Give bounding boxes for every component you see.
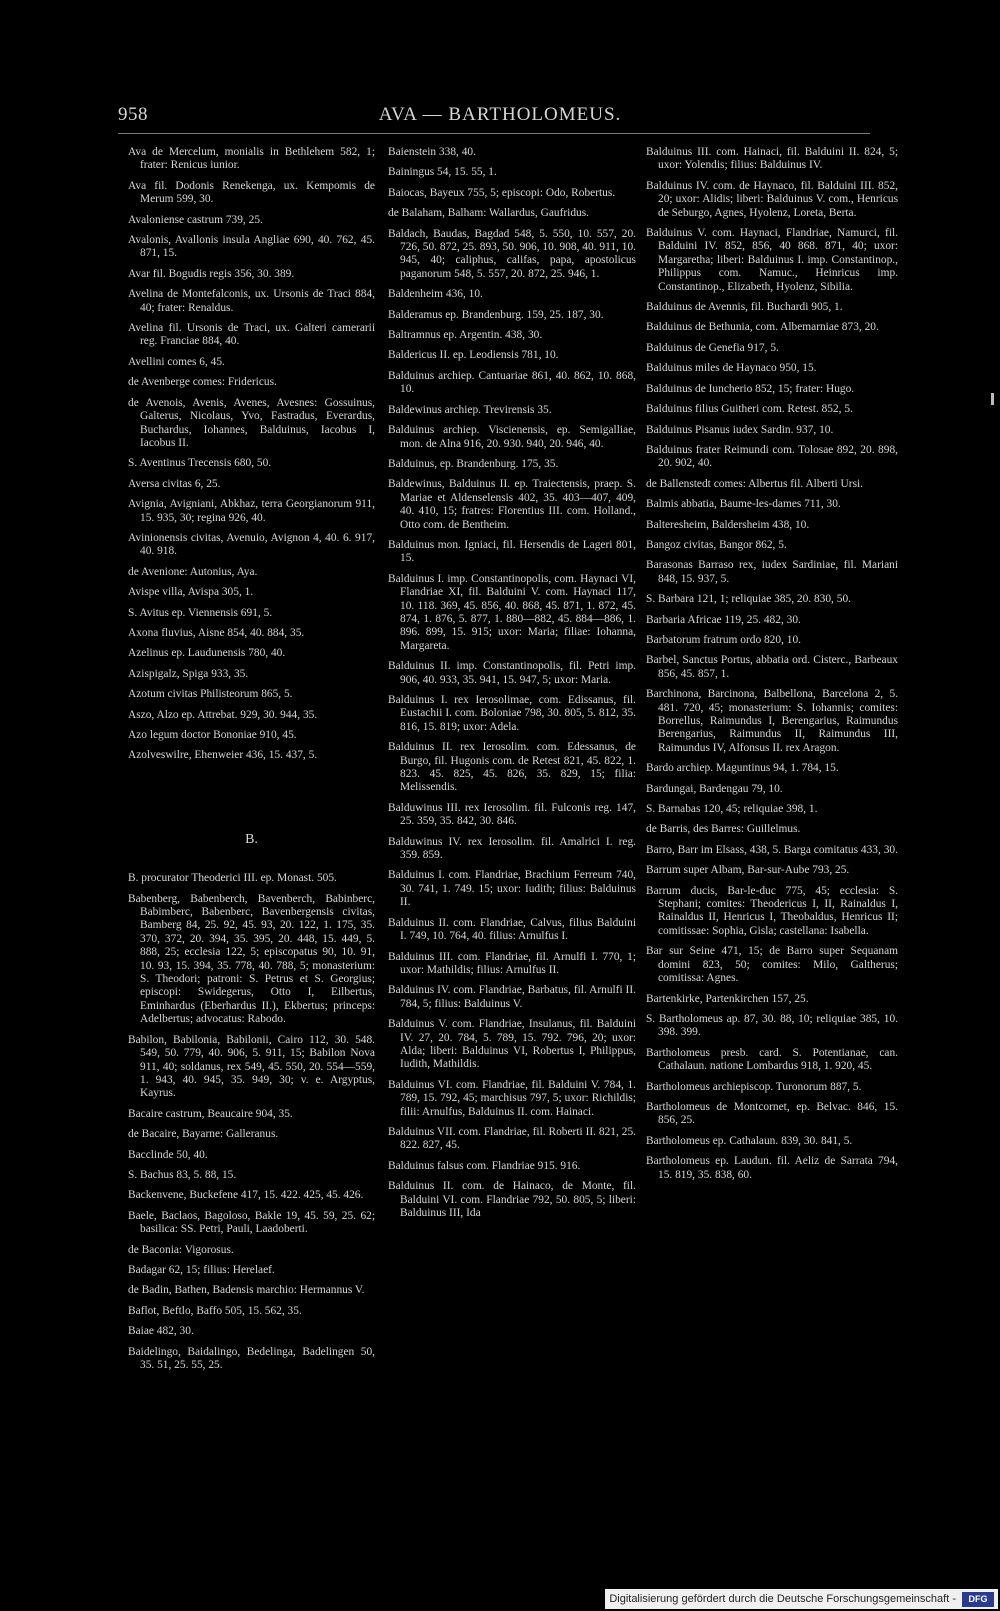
index-entry: Balduinus IV. com. de Haynaco, fil. Balduini III. 852, 20; uxor: Alidis; liberi: Balduinus V. com., Henricus de Seburgo, Agnes, Hyolenz, Loreta, Berta. [646,179,898,219]
index-entry: Avelina de Montefalconis, ux. Ursonis de Traci 884, 40; frater: Renaldus. [128,288,375,314]
index-entry: Bacclinde 50, 40. [128,1148,208,1161]
index-entry: Balduinus III. com. Hainaci, fil. Balduini II. 824, 5; uxor: Yolendis; filius: Balduinus IV. [646,146,898,172]
running-head: AVA — BARTHOLOMEUS. [378,104,622,125]
index-entry: Avispe villa, Avispa 305, 1. [128,586,254,599]
section-letter: B. [245,831,258,847]
index-entry: Avar fil. Bogudis regis 356, 30. 389. [128,267,295,280]
index-entry: Bangoz civitas, Bangor 862, 5. [646,538,787,551]
index-entry: Balderamus ep. Brandenburg. 159, 25. 187, 30. [388,308,604,321]
index-entry: Bardo archiep. Maguntinus 94, 1. 784, 15. [646,762,839,775]
index-entry: Bartholomeus ep. Cathalaun. 839, 30. 841, 5. [646,1134,853,1147]
index-entry: Bainingus 54, 15. 55, 1. [388,166,497,179]
index-entry: Barbel, Sanctus Portus, abbatia ord. Cisterc., Barbeaux 856, 45. 857, 1. [646,654,898,680]
index-entry: Baldericus II. ep. Leodiensis 781, 10. [388,349,559,362]
index-entry: S. Aventinus Trecensis 680, 50. [128,457,272,470]
index-entry: Barro, Barr im Elsass, 438, 5. Barga comitatus 433, 30. [646,843,898,856]
column-3-entries [646,146,898,1182]
index-entry: Azolveswilre, Ehenweier 436, 15. 437, 5. [128,749,318,762]
index-entry: Balduinus I. imp. Constantinopolis, com. Haynaci VI, Flandriae XI, fil. Balduini V. com. Haynaci 117, 10. 118. 369, 45. 856, 40. 868, 45. 871, 1. 872, 45. 874, 1. 876, 5. 877, 1. 880—882, 45. 884—886, 1. 896. 899, 15. 915; uxor: Maria; filiae: Iohanna, Margareta. [388,572,636,652]
index-entry: Balduinus Pisanus iudex Sardin. 937, 10. [646,423,834,436]
index-entry: Balduinus IV. com. Flandriae, Barbatus, fil. Arnulfi II. 784, 5; filius: Balduinus V. [388,984,636,1010]
column-3 [646,146,898,1189]
index-entry: Balduinus, ep. Brandenburg. 175, 35. [388,457,559,470]
index-entry: Balduinus II. com. Flandriae, Calvus, filius Balduini I. 749, 10. 764, 40. filius: Arnulfus I. [388,916,636,943]
index-entry: Avignia, Avigniani, Abkhaz, terra Georgianorum 911, 15. 935, 30; regina 926, 40. [128,498,375,524]
index-entry: Azelinus ep. Laudunensis 780, 40. [128,647,286,660]
index-entry: Baflot, Beftlo, Baffo 505, 15. 562, 35. [128,1304,302,1317]
index-entry: B. procurator Theoderici III. ep. Monast. 505. [128,872,337,885]
index-entry: Bartholomeus ep. Laudun. fil. Aeliz de Sarrata 794, 15. 819, 35. 838, 60. [646,1155,898,1181]
index-entry: S. Bachus 83, 5. 88, 15. [128,1168,237,1181]
index-entry: Azo legum doctor Bononiae 910, 45. [128,729,297,741]
index-entry: S. Avitus ep. Viennensis 691, 5. [128,606,273,619]
index-entry: S. Barnabas 120, 45; reliquiae 398, 1. [646,803,818,816]
index-entry: Balduinus filius Guitheri com. Retest. 852, 5. [646,403,853,416]
index-entry: Balduinus V. com. Flandriae, Insulanus, fil. Balduini IV. 27, 20. 784, 5. 789, 15. 792. 796, 20; uxor: Alda; liberi: Balduinus VI, Robertus I, Philippus, Iudith, Mathildis. [388,1018,636,1071]
index-entry: Baienstein 338, 40. [388,146,476,158]
index-entry: Baldach, Baudas, Bagdad 548, 5. 550, 10. 557, 20. 726, 50. 872, 25. 893, 50. 906, 10. 908, 40. 911, 10. 945, 40; caliphus, califas, papa, apostolicus paganorum 548, 5. 557, 20. 872, 25. 946, 1. [388,227,636,280]
index-entry: Balduinus VI. com. Flandriae, fil. Balduini V. 784, 1. 789, 15. 792, 45; marchisus 797, 5; uxor: Richildis; filii: Arnulfus, Balduinus II. com. Hainaci. [388,1078,636,1118]
header-rule [118,133,870,134]
index-entry: Balduinus II. com. de Hainaco, de Monte, fil. Balduini VI. com. Flandriae 792, 50. 805, 5; liberi: Balduinus III, Ida [388,1180,636,1219]
index-entry: Baldenheim 436, 10. [388,288,483,301]
index-entry: Azispigalz, Spiga 933, 35. [128,667,249,680]
index-entry: Baldewinus, Balduinus II. ep. Traiectensis, praep. S. Mariae et Aldenselensis 402, 35. 403—407, 409, 40. 410, 15; fratres: Florentius III. com. Holland., Otto com. de Bentheim. [388,478,636,531]
index-entry: Barasonas Barraso rex, iudex Sardiniae, fil. Mariani 848, 15. 937, 5. [646,559,898,585]
index-entry: Avellini comes 6, 45. [128,355,225,368]
index-entry: Bartenkirke, Partenkirchen 157, 25. [646,992,809,1005]
index-entry: Balduinus archiep. Cantuariae 861, 40. 862, 10. 868, 10. [388,369,636,396]
index-entry: Avinionensis civitas, Avenuio, Avignon 4, 40. 6. 917, 40. 918. [128,531,375,558]
index-entry: Avalonis, Avallonis insula Angliae 690, 40. 762, 45. 871, 15. [128,234,375,260]
index-entry: Barchinona, Barcinona, Balbellona, Barcelona 2, 5. 481. 720, 45; monasterium: S. Iohannis; comites: Borrellus, Raimundus I, Berengarius, Raimundus Berengarius, Raimundus II, Raimundus III, Raimundus IV, Alfonsus II. rex Aragon. [646,688,898,754]
index-entry: Baidelingo, Baidalingo, Bedelinga, Badelingen 50, 35. 51, 25. 55, 25. [128,1345,375,1371]
dfg-logo: DFG [962,1592,994,1607]
index-entry: Balduinus VII. com. Flandriae, fil. Roberti II. 821, 25. 822. 827, 45. [388,1125,636,1152]
footer-text: Digitalisierung gefördert durch die Deutsche Forschungsgemeinschaft - [609,1593,956,1605]
column-2 [388,146,636,1227]
footer-banner [605,1589,998,1609]
index-entry: Bardungai, Bardengau 79, 10. [646,782,783,795]
index-entry: Balduinus miles de Haynaco 950, 15. [646,362,817,375]
index-entry: Balduinus de Genefia 917, 5. [646,341,779,354]
index-entry: Balduwinus III. rex Ierosolim. fil. Fulconis reg. 147, 25. 359, 35. 842, 30. 846. [388,801,636,828]
index-entry: Bartholomeus presb. card. S. Potentianae, can. Cathalaun. natione Lombardus 918, 1. 920, 45. [646,1046,898,1073]
index-entry: Barrum super Albam, Bar-sur-Aube 793, 25. [646,864,850,877]
index-entry: Bar sur Seine 471, 15; de Barro super Sequanam domini 823, 50; comites: Milo, Galtherus; comitissa: Agnes. [646,945,898,985]
index-entry: Badagar 62, 15; filius: Herelaef. [128,1263,275,1276]
column-1 [128,146,375,1379]
index-entry: Balduinus mon. Igniaci, fil. Hersendis de Lageri 801, 15. [388,538,636,565]
index-entry: Azotum civitas Philisteorum 865, 5. [128,688,293,701]
index-entry: de Baconia: Vigorosus. [128,1243,234,1256]
index-entry: Barbatorum fratrum ordo 820, 10. [646,633,802,646]
index-entry: Barbaria Africae 119, 25. 482, 30. [646,613,801,626]
index-entry: Baiocas, Bayeux 755, 5; episcopi: Odo, Robertus. [388,186,616,199]
index-entry: Axona fluvius, Aisne 854, 40. 884, 35. [128,626,305,639]
index-entry: Balduinus III. com. Flandriae, fil. Arnulfi I. 770, 1; uxor: Mathildis; filius: Arnulfus II. [388,950,636,976]
index-entry: Balduwinus IV. rex Ierosolim. fil. Amalrici I. reg. 359. 859. [388,835,636,862]
index-entry: Balduinus I. rex Ierosolimae, com. Edissanus, fil. Eustachii I. com. Boloniae 798, 30. 805, 5. 812, 35. 816, 15. 819; uxor: Adela. [388,694,636,733]
index-entry: Backenvene, Buckefene 417, 15. 422. 425, 45. 426. [128,1189,364,1202]
column-1-entries [128,146,375,763]
index-entry: Balduinus falsus com. Flandriae 915. 916. [388,1159,581,1172]
index-entry: Babenberg, Babenberch, Bavenberch, Babinberc, Babimberc, Babenberc, Bavenbergensis civitas, Bamberg 84, 25. 92, 45. 93, 20. 122, 1. 175, 35. 370, 372, 20. 394, 35. 395, 20. 448, 15. 449, 5. 888, 25; ecclesia 122, 5; episcopatus 90, 10. 91, 10. 93, 15. 394, 35. 778, 40. 788, 5; monasterium: S. Theodori; patroni: S. Petrus et S. Georgius; episcopi: Swidegerus, Otto I, Eilbertus, Eminhardus (Eberhardus II.), Ekbertus; princeps: Adelbertus; advocatus: Rabodo. [128,892,375,1026]
index-entry: Balduinus archiep. Viscienensis, ep. Semigalliae, mon. de Alna 916, 20. 930. 940, 20. 946, 40. [388,424,636,450]
page-number: 958 [118,104,148,125]
index-entry: de Barris, des Barres: Guillelmus. [646,823,801,836]
index-entry: Balduinus de Iuncherio 852, 15; frater: Hugo. [646,382,855,395]
index-entry: Baiae 482, 30. [128,1325,194,1338]
index-entry: Babilon, Babilonia, Babilonii, Cairo 112, 30. 548. 549, 50. 779, 40. 906, 5. 911, 15; Babilon Nova 911, 40; soldanus, rex 549, 45. 550, 20. 554—559, 1. 943, 40. 945, 35. 949, 30; v. e. Argyptus, Kayrus. [128,1033,375,1100]
index-entry: Balduinus V. com. Haynaci, Flandriae, Namurci, fil. Balduini IV. 852, 856, 40 868. 871, 40; uxor: Margaretha; liberi: Balduinus I. imp. Constantinop., Philippus com. Namuc., Heinricus imp. Constantinop., Elizabeth, Hyolenz, Sibilia. [646,227,898,293]
index-entry: de Badin, Bathen, Badensis marchio: Hermannus V. [128,1284,365,1297]
index-entry: de Avenois, Avenis, Avenes, Avesnes: Gossuinus, Galterus, Nicolaus, Yvo, Fastradus, Everardus, Buchardus, Iohannes, Balduinus, Iacobus I, Iacobus II. [128,396,375,449]
scan-edge-mark [991,393,994,405]
column-2-entries [388,146,636,1220]
index-entry: Ava de Mercelum, monialis in Bethlehem 582, 1; frater: Renicus iunior. [128,146,375,172]
index-entry: Avelina fil. Ursonis de Traci, ux. Galteri camerarii reg. Franciae 884, 40. [128,322,375,348]
index-entry: Balduinus I. com. Flandriae, Brachium Ferreum 740, 30. 741, 1. 749. 15; uxor: Iudith; filius: Balduinus II. [388,869,636,909]
index-entry: Bartholomeus archiepiscop. Turonorum 887, 5. [646,1080,862,1093]
index-entry: Baele, Baclaos, Bagoloso, Bakle 19, 45. 59, 25. 62; basilica: SS. Petri, Pauli, Laadoberti. [128,1209,375,1236]
index-entry: Barrum ducis, Bar-le-duc 775, 45; ecclesia: S. Stephani; comites: Theodericus I, II, Rainaldus I, Rainaldus II, Henricus I, Theobaldus, Henricus II; comitissae: Sophia, Gisla; castellana: Isabella. [646,884,898,937]
column-1-b-entries [128,872,375,1372]
index-entry: Baldewinus archiep. Trevirensis 35. [388,403,552,416]
index-entry: Aszo, Alzo ep. Attrebat. 929, 30. 944, 35. [128,708,318,721]
index-entry: Balteresheim, Baldersheim 438, 10. [646,518,810,531]
index-entry: Aversa civitas 6, 25. [128,477,221,490]
index-entry: de Balaham, Balham: Wallardus, Gaufridus. [388,207,590,220]
index-entry: de Ballenstedt comes: Albertus fil. Alberti Ursi. [646,477,864,490]
index-entry: Balduinus II. rex Ierosolim. com. Edessanus, de Burgo, fil. Hugonis com. de Retest 821, 45. 822, 1. 823. 45. 825, 45. 826, 35. 829, 15; filia: Melissendis. [388,741,636,794]
index-entry: de Avenione: Autonius, Aya. [128,565,258,578]
index-entry: Balduinus de Bethunia, com. Albemarniae 873, 20. [646,321,879,334]
index-entry: Bacaire castrum, Beaucaire 904, 35. [128,1107,293,1120]
index-entry: Ava fil. Dodonis Renekenga, ux. Kempomis de Merum 599, 30. [128,179,375,206]
index-entry: S. Barbara 121, 1; reliquiae 385, 20. 830, 50. [646,593,851,606]
index-entry: Avaloniense castrum 739, 25. [128,213,263,226]
index-entry: Balduinus II. imp. Constantinopolis, fil. Petri imp. 906, 40. 933, 35. 941, 15. 947, 5; uxor: Maria. [388,660,636,686]
index-entry: de Avenberge comes: Fridericus. [128,376,277,389]
index-entry: de Bacaire, Bayarne: Galleranus. [128,1128,279,1141]
index-entry: Balmis abbatia, Baume-les-dames 711, 30. [646,498,841,511]
index-entry: Bartholomeus de Montcornet, ep. Belvac. 846, 15. 856, 25. [646,1100,898,1127]
index-entry: Balduinus frater Reimundi com. Tolosae 892, 20. 898, 20. 902, 40. [646,443,898,470]
index-entry: S. Bartholomeus ap. 87, 30. 88, 10; reliquiae 385, 10. 398. 399. [646,1012,898,1039]
index-entry: Balduinus de Avennis, fil. Buchardi 905, 1. [646,301,843,314]
index-entry: Baltramnus ep. Argentin. 438, 30. [388,329,543,342]
